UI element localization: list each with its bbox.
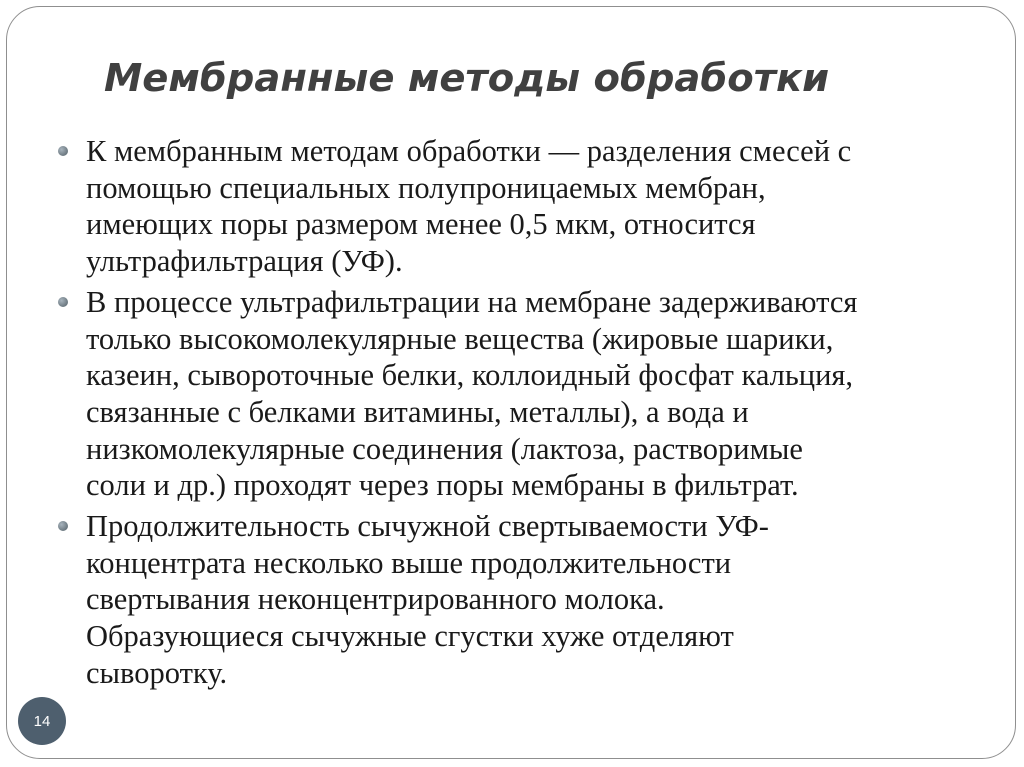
bullet-dot-icon	[58, 521, 68, 531]
slide-title: Мембранные методы обработки	[104, 56, 830, 101]
bullet-text: В процессе ультрафильтрации на мембране задерживаются только высокомолекулярные вещества (жировые шарики, казеин, сывороточные белки, коллоидный фосфат кальция, связанные с белками витамины, металлы), а вода и низкомолекулярные соединения (лактоза, растворимые соли и др.) проходят через поры мембраны в фильтрат.	[86, 284, 858, 503]
bullet-list	[58, 133, 988, 696]
page-number-badge: 14	[18, 697, 66, 745]
bullet-text: Продолжительность сычужной свертываемости УФ- концентрата несколько выше продолжительности свертывания неконцентрированного молока. Образующиеся сычужные сгустки хуже отделяют сыворотку.	[86, 509, 769, 690]
bullet-item-3	[58, 508, 988, 692]
bullet-item-1	[58, 133, 988, 280]
bullet-text: К мембранным методам обработки — разделения смесей с помощью специальных полупроницаемых мембран, имеющих поры размером менее 0,5 мкм, относится ультрафильтрация (УФ).	[86, 134, 852, 279]
bullet-item-2	[58, 284, 988, 504]
bullet-dot-icon	[58, 297, 68, 307]
bullet-dot-icon	[58, 146, 68, 156]
